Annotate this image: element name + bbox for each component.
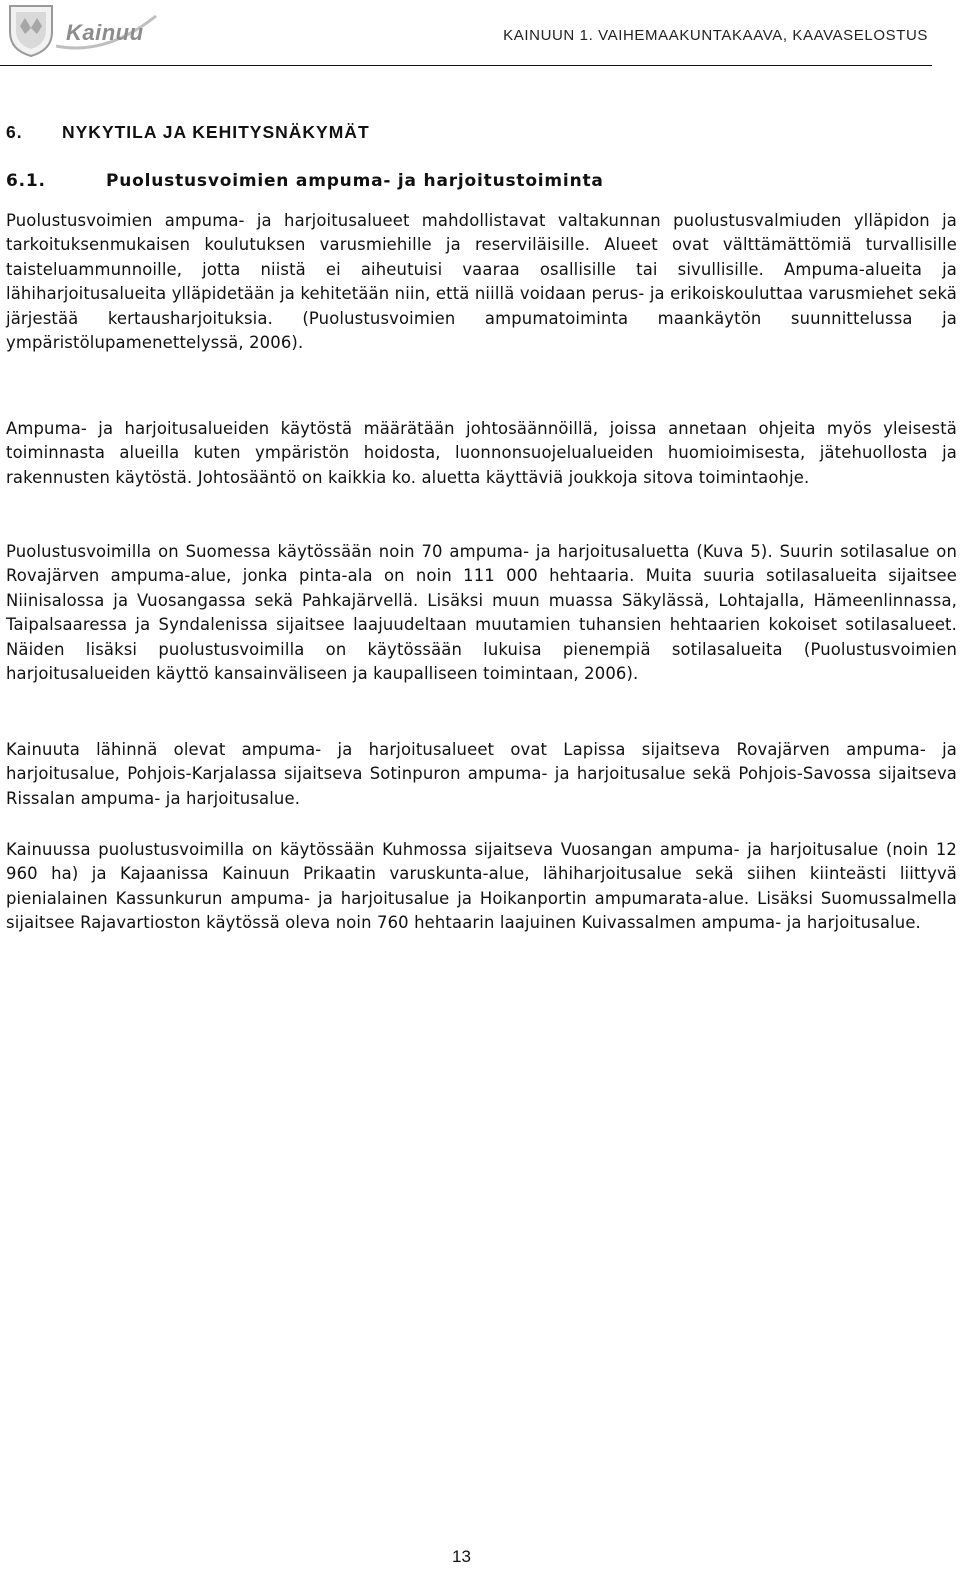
section-number: 6.: [6, 122, 23, 142]
subsection-heading: [6, 171, 604, 191]
section-heading: [6, 122, 370, 143]
page-number: 13: [452, 1547, 471, 1566]
subsection-title: Puolustusvoimien ampuma- ja harjoitustoiminta: [106, 171, 604, 191]
body-paragraph: Ampuma- ja harjoitusalueiden käytöstä määrätään johtosäännöillä, joissa annetaan ohjeita myös yleisestä toiminnasta alueilla kuten ympäristön hoidosta, luonnonsuojelualueiden huomioimisesta, jätehuollosta ja rakennusten käytöstä. Johtosääntö on kaikkia ko. aluetta käyttäviä joukkoja sitova toimintaohje.: [6, 419, 957, 487]
running-header: KAINUUN 1. VAIHEMAAKUNTAKAAVA, KAAVASELOSTUS: [503, 27, 928, 44]
body-paragraph: Puolustusvoimien ampuma- ja harjoitusalueet mahdollistavat valtakunnan puolustusvalmiuden ylläpidon ja tarkoituksenmukaisen koulutuksen varusmiehille ja reserviläisille. Alueet ovat välttämättömiä turvallisille taisteluammunnoille, jotta niistä ei aiheutuisi vaaraa osallisille tai sivullisille. Ampuma-alueita ja lähiharjoitusalueita ylläpidetään ja kehitetään niin, että niillä voidaan perus- ja erikoiskouluttaa varusmiehet sekä järjestää kertausharjoituksia. (Puolustusvoimien ampumatoiminta maankäytön suunnittelussa ja ympäristölupamenettelyssä, 2006).: [6, 211, 957, 353]
kainuu-logo: [6, 2, 166, 58]
section-title: NYKYTILA JA KEHITYSNÄKYMÄT: [62, 122, 370, 142]
body-paragraph: Puolustusvoimilla on Suomessa käytössään noin 70 ampuma- ja harjoitusaluetta (Kuva 5). Suurin sotilasalue on Rovajärven ampuma-alue, jonka pinta-ala on noin 111 000 hehtaaria. Muita suuria sotilasalueita sijaitsee Niinisalossa ja Vuosangassa sekä Pahkajärvellä. Lisäksi muun muassa Säkylässä, Lohtajalla, Hämeenlinnassa, Taipalsaaressa ja Syndalenissa sijaitsee laajuudeltaan muutamien tuhansien hehtaarien kokoiset sotilasalueet. Näiden lisäksi puolustusvoimilla on käytössään lukuisa pienempiä sotilasalueita (Puolustusvoimien harjoitusalueiden käyttö kansainväliseen ja kaupalliseen toimintaan, 2006).: [6, 542, 957, 684]
subsection-number: 6.1.: [6, 171, 46, 191]
body-paragraph: Kainuussa puolustusvoimilla on käytössään Kuhmossa sijaitseva Vuosangan ampuma- ja harjoitusalue (noin 12 960 ha) ja Kajaanissa Kainuun Prikaatin varuskunta-alue, lähiharjoitusalue sekä siihen kiinteästi liittyvä pienialainen Kassunkurun ampuma- ja harjoitusalue ja Hoikanportin ampumarata-alue. Lisäksi Suomussalmella sijaitsee Rajavartioston käytössä oleva noin 760 hehtaarin laajuinen Kuivassalmen ampuma- ja harjoitusalue.: [6, 840, 957, 933]
header-divider: [0, 65, 932, 66]
logo-wordmark: Kainuu: [66, 20, 144, 45]
body-paragraph: Kainuuta lähinnä olevat ampuma- ja harjoitusalueet ovat Lapissa sijaitseva Rovajärven ampuma- ja harjoitusalue, Pohjois-Karjalassa sijaitseva Sotinpuron ampuma- ja harjoitusalue sekä Pohjois-Savossa sijaitseva Rissalan ampuma- ja harjoitusalue.: [6, 740, 957, 808]
